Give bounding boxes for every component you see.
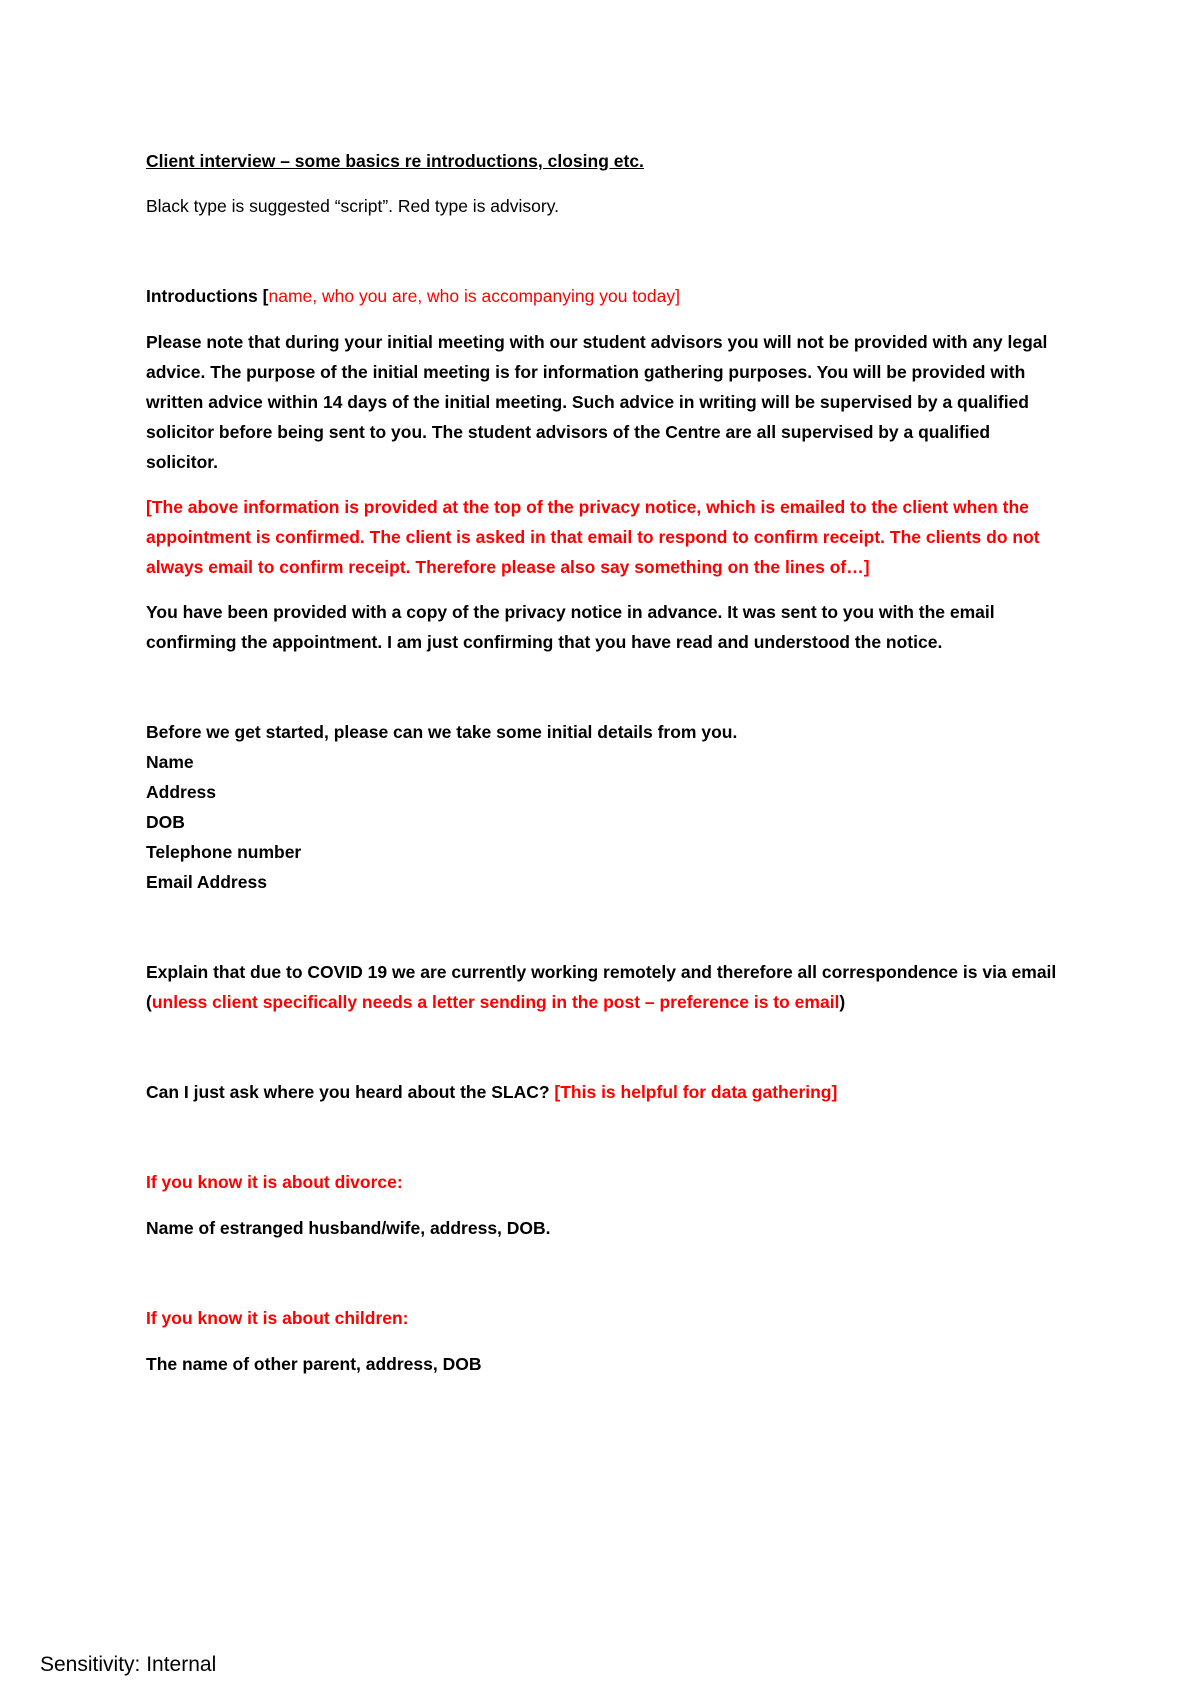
- slac-advisory: [This is helpful for data gathering]: [554, 1082, 838, 1102]
- covid-advisory: unless client specifically needs a letter sending in the post – preference is to email: [151, 992, 840, 1012]
- document-subtitle: Black type is suggested “script”. Red type is advisory.: [146, 196, 560, 216]
- field-email: Email Address: [146, 872, 267, 892]
- children-heading: If you know it is about children:: [146, 1308, 409, 1328]
- slac-text: Can I just ask where you heard about the SLAC?: [146, 1082, 555, 1102]
- introductions-label: Introductions [: [146, 286, 269, 306]
- field-address: Address: [146, 782, 217, 802]
- covid-close: ): [839, 992, 846, 1012]
- covid-text: Explain that due to COVID 19 we are currently working remotely and therefore all correspondence is via email (: [146, 962, 1057, 1012]
- initial-details-paragraph: Before we get started, please can we take some initial details from you.: [146, 722, 738, 742]
- slac-question: [146, 1077, 1066, 1107]
- privacy-paragraph: Please note that during your initial meeting with our student advisors you will not be provided with any legal advice. The purpose of the initial meeting is for information gathering purposes. You will be provided with written advice within 14 days of the initial meeting. Such advice in writing will be supervised by a qualified solicitor before being sent to you. The student advisors of the Centre are all supervised by a qualified solicitor.: [146, 332, 1048, 472]
- children-text: The name of other parent, address, DOB: [146, 1354, 482, 1374]
- divorce-heading: If you know it is about divorce:: [146, 1172, 403, 1192]
- document-body: [146, 146, 1066, 1379]
- field-telephone: Telephone number: [146, 842, 302, 862]
- covid-paragraph: [146, 957, 1066, 1017]
- sensitivity-footer: Sensitivity: Internal: [40, 1653, 217, 1676]
- privacy-confirmation-paragraph: You have been provided with a copy of the privacy notice in advance. It was sent to you with the email confirming the appointment. I am just confirming that you have read and understood the notice.: [146, 602, 995, 652]
- document-title: Client interview – some basics re introductions, closing etc.: [146, 151, 644, 171]
- divorce-text: Name of estranged husband/wife, address, DOB.: [146, 1218, 551, 1238]
- introductions-line: [146, 281, 1066, 311]
- privacy-advisory-paragraph: [The above information is provided at the top of the privacy notice, which is emailed to the client when the appointment is confirmed. The client is asked in that email to respond to confirm receipt. The clients do not always email to confirm receipt. Therefore please also say something on the lines of…]: [146, 497, 1040, 577]
- introductions-advisory: name, who you are, who is accompanying you today: [268, 286, 676, 306]
- introductions-close: ]: [675, 286, 680, 306]
- field-dob: DOB: [146, 812, 185, 832]
- field-name: Name: [146, 752, 194, 772]
